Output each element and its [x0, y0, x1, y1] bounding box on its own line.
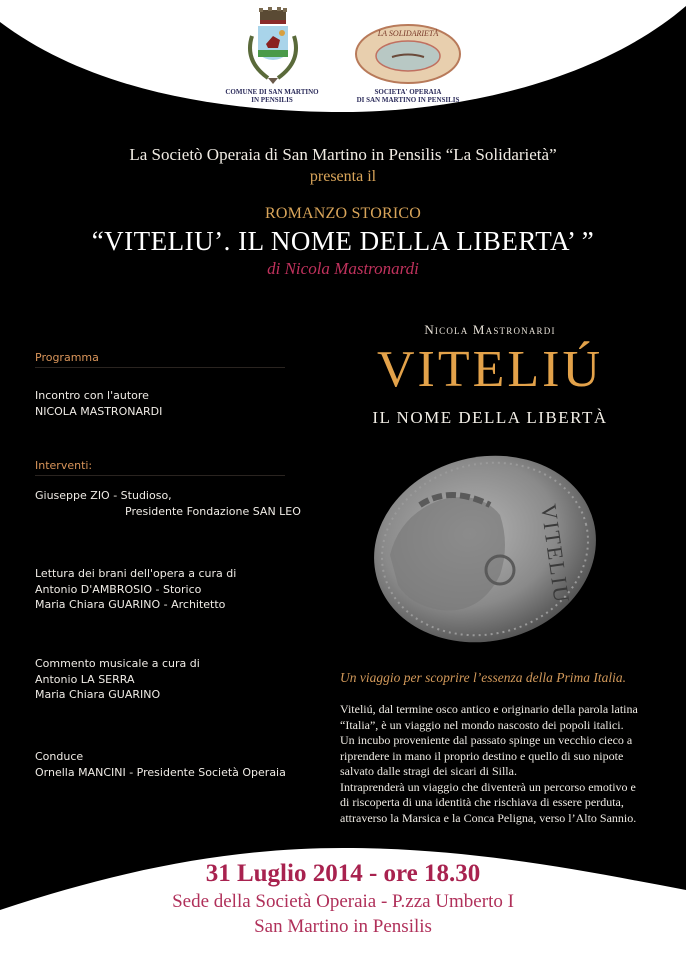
description-line: di riscoperta di una identità che rischiava di essere perduta,	[340, 795, 624, 809]
bottom-white-banner	[0, 820, 686, 960]
interventi-divider	[35, 475, 285, 476]
music-line3: Maria Chiara GUARINO	[35, 688, 161, 701]
description-line: “Italia”, è un viaggio nel mondo nascosto dei popoli italici.	[340, 717, 624, 732]
description-line: Un incubo proveniente dal passato spinge un vecchio cieco a	[340, 733, 633, 747]
programma-heading	[35, 350, 305, 366]
speaker-line1: Giuseppe ZIO - Studioso,	[35, 489, 172, 502]
societa-operaia-seal-logo	[352, 22, 464, 92]
societa-caption-line2: DI SAN MARTINO IN PENSILIS	[356, 96, 460, 104]
presenter-line: La Societò Operaia di San Martino in Pensilis “La Solidarietà”	[129, 145, 557, 164]
author-byline: di Nicola Mastronardi	[267, 259, 419, 278]
programma-heading-text: Programma	[35, 351, 99, 364]
book-tagline: Un viaggio per scoprire l’essenza della Prima Italia.	[340, 670, 626, 685]
meeting-line1: Incontro con l'autore	[35, 389, 149, 402]
interventi-heading-text: Interventi:	[35, 459, 93, 472]
societa-logo-caption	[340, 88, 476, 104]
book-author: Nicola Mastronardi	[424, 322, 556, 337]
presents-line: presenta il	[309, 168, 377, 185]
description-line: salvato dalle stragi dei sicari di Silla.	[340, 764, 517, 778]
event-title: “VITELIU’. IL NOME DELLA LIBERTA’ ”	[91, 226, 595, 256]
event-town: San Martino in Pensilis	[254, 916, 432, 937]
meeting-line2: NICOLA MASTRONARDI	[35, 404, 163, 418]
coin-inscription: VITELIU	[536, 502, 575, 606]
reading-block	[35, 566, 305, 613]
ancient-coin-image	[360, 445, 610, 650]
comune-coat-of-arms-logo	[228, 6, 318, 92]
music-block	[35, 656, 305, 703]
societa-caption-line1: SOCIETA' OPERAIA	[374, 88, 442, 96]
top-white-banner	[0, 0, 686, 140]
reading-line2: Antonio D'AMBROSIO - Storico	[35, 582, 202, 596]
reading-line1: Lettura dei brani dell'opera a cura di	[35, 567, 237, 580]
music-line1: Commento musicale a cura di	[35, 657, 200, 670]
genre-line: ROMANZO STORICO	[264, 205, 422, 222]
event-venue: Sede della Società Operaia - P.zza Umberto I	[172, 891, 514, 912]
reading-line3: Maria Chiara GUARINO - Architetto	[35, 598, 226, 611]
host-block	[35, 749, 305, 780]
seal-text: LA SOLIDARIETÀ	[377, 29, 439, 38]
speaker-block	[35, 488, 305, 519]
comune-caption-line2: IN PENSILIS	[251, 96, 293, 104]
interventi-heading	[35, 458, 305, 474]
description-line: attraverso la Marsica e la Conca Peligna, verso l’Alto Sannio.	[340, 810, 637, 825]
host-line1: Conduce	[35, 750, 84, 763]
comune-logo-caption	[210, 88, 334, 104]
host-line2: Ornella MANCINI - Presidente Società Operaia	[35, 765, 286, 779]
description-line: riprendere in mano il proprio destino e quello di suo nipote	[340, 748, 624, 763]
book-subtitle: IL NOME DELLA LIBERTÀ	[372, 408, 608, 427]
music-line2: Antonio LA SERRA	[35, 672, 135, 686]
description-line: Viteliú, dal termine osco antico e originario della parola latina	[340, 702, 638, 716]
meeting-block	[35, 388, 305, 419]
book-description	[340, 702, 680, 826]
event-date-time: 31 Luglio 2014 - ore 18.30	[205, 860, 481, 887]
book-title: VITELIÚ	[376, 341, 604, 398]
programma-divider	[35, 367, 285, 368]
comune-caption-line1: COMUNE DI SAN MARTINO	[225, 88, 319, 96]
description-line: Intraprenderà un viaggio che diventerà un percorso emotivo e	[340, 779, 636, 794]
speaker-line2: Presidente Fondazione SAN LEO	[125, 504, 301, 518]
